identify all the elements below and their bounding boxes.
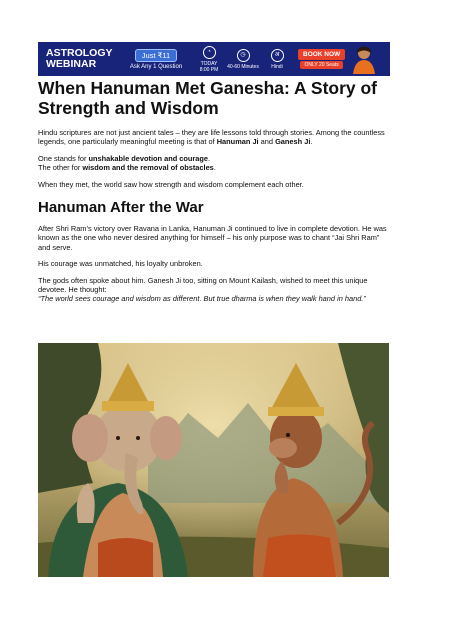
clock-icon: ◷ xyxy=(237,49,250,62)
stands1-bold: unshakable devotion and courage xyxy=(88,153,209,163)
banner-price-block xyxy=(120,49,192,70)
stands-paragraph xyxy=(38,154,390,173)
banner-time-block xyxy=(192,46,226,73)
banner-duration-block xyxy=(226,49,260,70)
intro-paragraph xyxy=(38,128,390,147)
hanuman-ganesha-illustration xyxy=(38,343,389,577)
intro-end: . xyxy=(310,137,313,147)
courage-paragraph: His courage was unmatched, his loyalty unbroken. xyxy=(38,259,203,269)
banner-price-subtitle: Ask Any 1 Question xyxy=(129,63,183,70)
stands2-pre: The other for xyxy=(38,163,83,173)
article-title: When Hanuman Met Ganesha: A Story of Strength and Wisdom xyxy=(38,78,378,118)
banner-seats: ONLY 20 Seats xyxy=(300,61,342,69)
complement-paragraph: When they met, the world saw how strength and wisdom complement each other. xyxy=(38,179,304,189)
language-icon: अ xyxy=(271,49,284,62)
banner-language: Hindi xyxy=(271,63,283,70)
intro-name-hanuman: Hanuman Ji xyxy=(216,137,259,147)
stands2-bold: wisdom and the removal of obstacles xyxy=(82,163,214,173)
banner-date: TODAY xyxy=(200,60,218,67)
article xyxy=(38,78,390,311)
book-now-button[interactable]: BOOK NOW xyxy=(298,49,345,60)
banner-title: ASTROLOGY WEBINAR xyxy=(46,47,113,70)
section-heading: Hanuman After the War xyxy=(38,199,204,217)
astrologer-avatar xyxy=(351,44,377,74)
webinar-banner[interactable] xyxy=(38,42,390,76)
intro-name-ganesh: Ganesh Ji xyxy=(275,137,311,147)
banner-price: Just ₹11 xyxy=(135,49,177,62)
banner-time: 8:00 PM xyxy=(199,66,219,73)
intro-and: and xyxy=(258,137,276,147)
intro-text: Hindu scriptures are not just ancient tales – they are life lessons told through stories. Among the countless legends, one particularly meaningful meeting is that of xyxy=(38,128,385,147)
banner-duration: 40-60 Minutes xyxy=(227,63,259,70)
gods-paragraph xyxy=(38,276,390,304)
banner-language-block xyxy=(260,49,294,70)
stands1-end: . xyxy=(208,153,211,163)
gods-text: The gods often spoke about him. Ganesh Ji too, sitting on Mount Kailash, wished to meet this unique devotee. He thought: xyxy=(38,275,368,295)
stands1-pre: One stands for xyxy=(38,153,89,163)
stands2-end: . xyxy=(213,163,216,173)
calendar-icon: ◔ xyxy=(203,46,216,59)
after-war-paragraph: After Shri Ram’s victory over Ravana in Lanka, Hanuman Ji continued to live in complete devotion. He was known as the one who never desired anything for himself – his only purpose was to chant “Jai Shri Ram” and serve. xyxy=(38,224,387,252)
ganesh-quote: “The world sees courage and wisdom as different. But true dharma is when they walk hand in hand.” xyxy=(38,294,366,304)
book-now-cta[interactable] xyxy=(298,49,345,69)
